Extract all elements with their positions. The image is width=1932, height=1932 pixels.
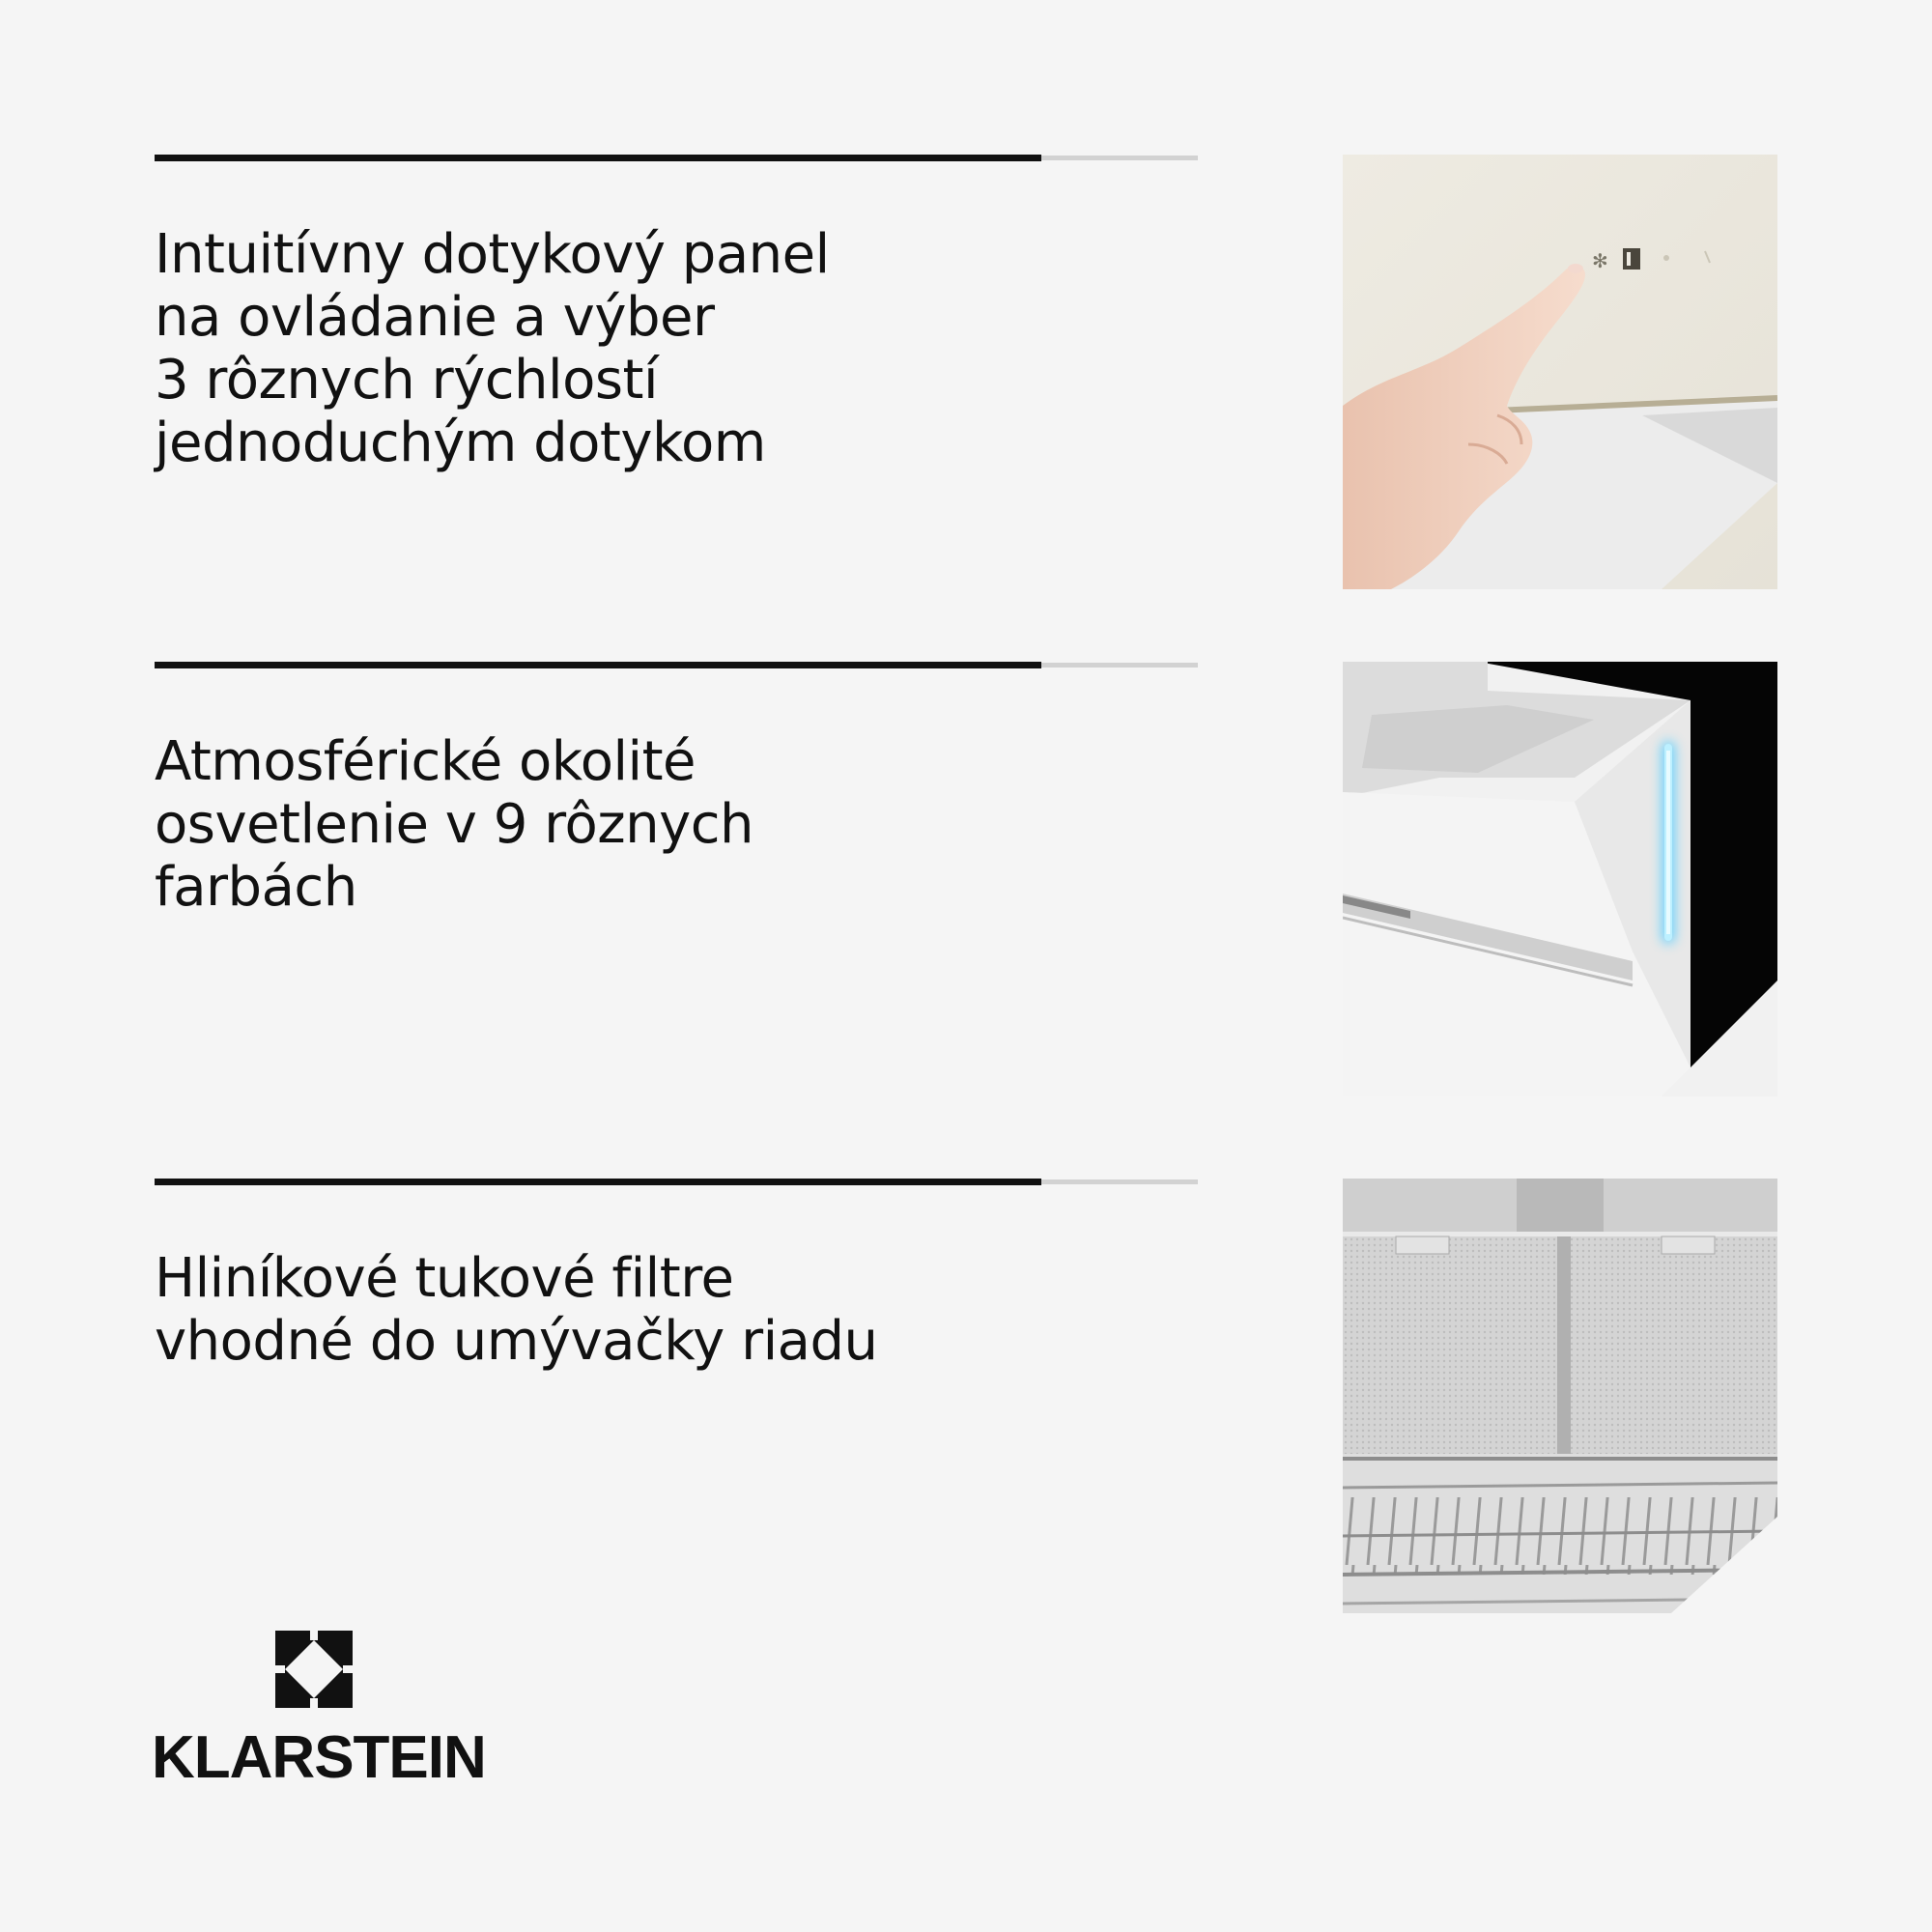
dishwasher-filter-photo [1343, 1179, 1777, 1613]
klarstein-diamond-logo-icon [275, 1631, 353, 1712]
feature-description: Hliníkové tukové filtre vhodné do umývačky riadu [155, 1247, 878, 1373]
feature-progress-fill [155, 662, 1041, 668]
feature-ambient-lighting [155, 662, 1198, 919]
feature-progress-bar [155, 1179, 1198, 1185]
feature-description: Intuitívny dotykový panel na ovládanie a výber 3 rôznych rýchlostí jednoduchým dotykom [155, 223, 830, 474]
feature-aluminium-filters [155, 1179, 1198, 1373]
feature-description: Atmosférické okolité osvetlenie v 9 rôznych farbách [155, 730, 754, 919]
touch-panel-photo [1343, 155, 1777, 589]
feature-progress-fill [155, 155, 1041, 161]
svg-text:✻: ✻ [1592, 249, 1608, 272]
feature-touch-panel [155, 155, 1198, 474]
brand-name: KLARSTEIN [152, 1724, 486, 1791]
feature-progress-bar [155, 155, 1198, 161]
feature-progress-bar [155, 662, 1198, 668]
ambient-lighting-photo [1343, 662, 1777, 1096]
feature-progress-fill [155, 1179, 1041, 1185]
